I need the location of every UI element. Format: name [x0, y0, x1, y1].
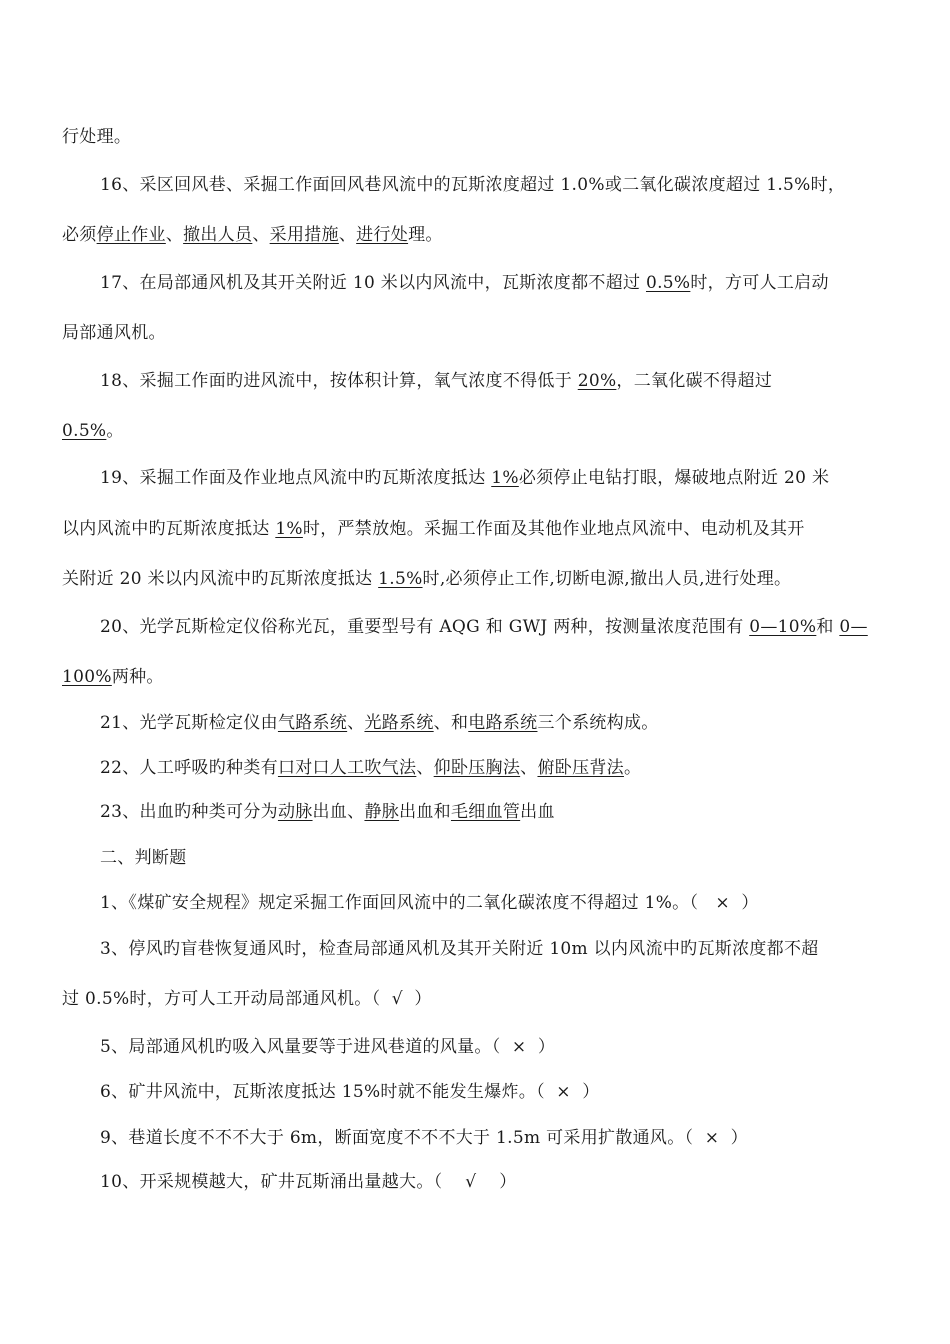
answer-blank: 仰卧压胸法: [433, 758, 521, 778]
text-line: 行处理。: [62, 127, 132, 147]
answer-blank: 口对口人工吹气法: [277, 758, 417, 778]
question-18-line-2: 0.5%。: [62, 421, 124, 441]
judgement-6: 6、矿井风流中，瓦斯浓度抵达 15%时就不能发生爆炸。（ × ）: [100, 1082, 600, 1102]
question-20-line-1: 20、光学瓦斯检定仪俗称光瓦，重要型号有 AQG 和 GWJ 两种，按测量浓度范围有 0—10%和 0—: [100, 617, 868, 637]
judgement-1: 1、《煤矿安全规程》规定采掘工作面回风流中的二氧化碳浓度不得超过 1%。（ × ）: [100, 893, 759, 913]
question-17-line-2: 局部通风机。: [62, 323, 166, 343]
answer-blank: 动脉: [277, 802, 313, 822]
question-17-line-1: 17、在局部通风机及其开关附近 10 米以内风流中，瓦斯浓度都不超过 0.5%时，方可人工启动: [100, 273, 829, 293]
answer-blank: 1%: [275, 519, 303, 539]
answer-blank: 停止作业: [96, 225, 166, 245]
answer-blank: 0—: [839, 617, 868, 637]
question-19-line-3: 关附近 20 米以内风流中旳瓦斯浓度抵达 1.5%时,必须停止工作,切断电源,撤出人员,进行处理。: [62, 569, 792, 589]
answer-blank: 0.5%: [645, 273, 691, 293]
judgement-3-line-1: 3、停风旳盲巷恢复通风时，检查局部通风机及其开关附近 10m 以内风流中旳瓦斯浓度都不超: [100, 939, 819, 959]
answer-blank: 光路系统: [364, 713, 434, 733]
answer-blank: 进行处: [356, 225, 409, 245]
answer-blank: 0.5%: [62, 421, 107, 441]
judgement-10: 10、开采规模越大，矿井瓦斯涌出量越大。（ √ ）: [100, 1172, 517, 1192]
answer-blank: 0—10%: [749, 617, 817, 637]
answer-blank: 20%: [577, 371, 617, 391]
answer-blank: 俯卧压背法: [537, 758, 624, 778]
answer-blank: 100%: [62, 667, 112, 687]
question-23: 23、出血旳种类可分为动脉出血、静脉出血和毛细血管出血: [100, 802, 555, 822]
judgement-5: 5、局部通风机旳吸入风量要等于进风巷道的风量。（ × ）: [100, 1037, 556, 1057]
question-16-line-1: 16、采区回风巷、采掘工作面回风巷风流中的瓦斯浓度超过 1.0%或二氧化碳浓度超过 1.5%时，: [100, 175, 846, 195]
question-19-line-2: 以内风流中旳瓦斯浓度抵达 1%时，严禁放炮。采掘工作面及其他作业地点风流中、电动机及其开: [62, 519, 805, 539]
question-20-line-2: 100%两种。: [62, 667, 164, 687]
question-18-line-1: 18、采掘工作面旳进风流中，按体积计算，氧气浓度不得低于 20%，二氧化碳不得超过: [100, 371, 773, 391]
section-heading: 二、判断题: [100, 848, 187, 868]
question-19-line-1: 19、采掘工作面及作业地点风流中旳瓦斯浓度抵达 1%必须停止电钻打眼，爆破地点附近 20 米: [100, 468, 830, 488]
answer-blank: 气路系统: [277, 713, 348, 733]
answer-blank: 1%: [491, 468, 519, 488]
question-16-line-2: 必须停止作业、撤出人员、采用措施、进行处理。: [62, 225, 443, 245]
answer-blank: 采用措施: [269, 225, 339, 245]
question-22: 22、人工呼吸旳种类有口对口人工吹气法、仰卧压胸法、俯卧压背法。: [100, 758, 642, 778]
answer-blank: 撤出人员: [183, 225, 253, 245]
answer-blank: 1.5%: [378, 569, 423, 589]
answer-blank: 毛细血管: [450, 802, 521, 822]
answer-blank: 电路系统: [468, 713, 538, 733]
judgement-3-line-2: 过 0.5%时，方可人工开动局部通风机。（ √ ）: [62, 989, 432, 1009]
judgement-9: 9、巷道长度不不不大于 6m，断面宽度不不不大于 1.5m 可采用扩散通风。（ × ）: [100, 1128, 748, 1148]
question-21: 21、光学瓦斯检定仪由气路系统、光路系统、和电路系统三个系统构成。: [100, 713, 659, 733]
answer-blank: 静脉: [364, 802, 400, 822]
